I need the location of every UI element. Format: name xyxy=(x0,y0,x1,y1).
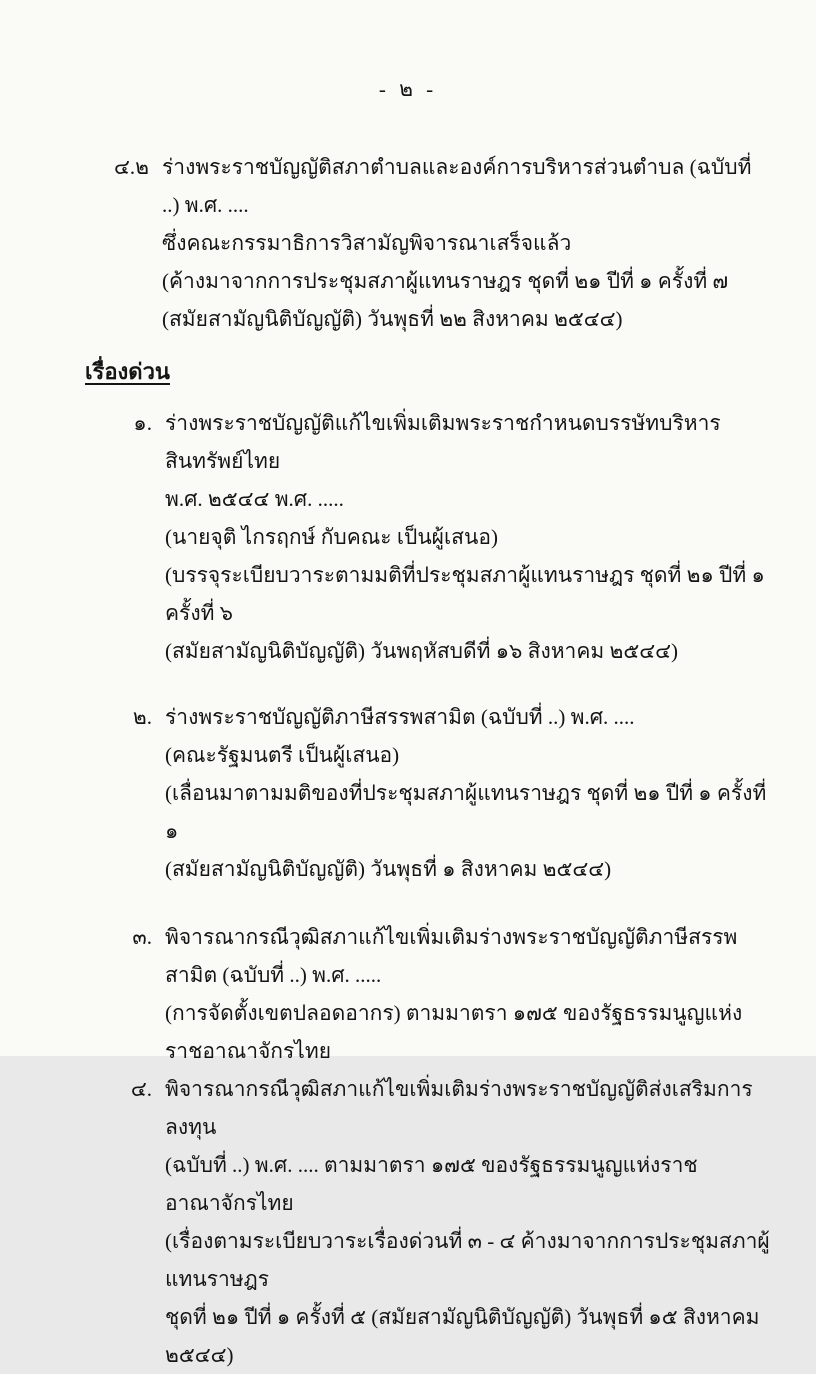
item-line: (สมัยสามัญนิติบัญญัติ) วันพฤหัสบดีที่ ๑๖ สิงหาคม ๒๕๔๔) xyxy=(165,639,678,663)
item-text: พิจารณากรณีวุฒิสภาแก้ไขเพิ่มเติมร่างพระราชบัญญัติภาษีสรรพสามิต (ฉบับที่ ..) พ.ศ. ..... xyxy=(165,925,738,987)
item-text: ร่างพระราชบัญญัติแก้ไขเพิ่มเติมพระราชกำหนดบรรษัทบริหารสินทรัพย์ไทย xyxy=(165,411,721,473)
item-number: ๑. xyxy=(133,411,152,435)
item-line: (นายจุติ ไกรฤกษ์ กับคณะ เป็นผู้เสนอ) xyxy=(165,525,498,549)
item-line: (เรื่องตามระเบียบวาระเรื่องด่วนที่ ๓ - ๔ ค้างมาจากการประชุมสภาผู้แทนราษฎร xyxy=(165,1229,770,1291)
item-line xyxy=(132,918,771,994)
item-line: (การจัดตั้งเขตปลอดอากร) ตามมาตรา ๑๗๕ ของรัฐธรรมนูญแห่งราชอาณาจักรไทย xyxy=(165,1001,743,1063)
urgent-item-2 xyxy=(132,698,771,888)
item-line xyxy=(133,404,771,480)
urgent-item-3 xyxy=(132,918,771,1070)
item-line: ชุดที่ ๒๑ ปีที่ ๑ ครั้งที่ ๕ (สมัยสามัญนิติบัญญัติ) วันพุธที่ ๑๕ สิงหาคม ๒๕๔๔) xyxy=(165,1305,760,1367)
item-line: (ค้างมาจากการประชุมสภาผู้แทนราษฎร ชุดที่ ๒๑ ปีที่ ๑ ครั้งที่ ๗ xyxy=(162,269,729,293)
item-text: ร่างพระราชบัญญัติภาษีสรรพสามิต (ฉบับที่ ..) พ.ศ. .... xyxy=(165,705,635,729)
urgent-item-1 xyxy=(133,404,771,670)
item-number: ๓. xyxy=(132,925,152,949)
item-number: ๔. xyxy=(130,1077,152,1101)
page-number: - ๒ - xyxy=(378,77,438,101)
item-line: ซึ่งคณะกรรมาธิการวิสามัญพิจารณาเสร็จแล้ว xyxy=(162,231,572,255)
item-line: (คณะรัฐมนตรี เป็นผู้เสนอ) xyxy=(165,743,400,767)
item-line: (บรรจุระเบียบวาระตามมติที่ประชุมสภาผู้แทนราษฎร ชุดที่ ๒๑ ปีที่ ๑ ครั้งที่ ๖ xyxy=(165,563,765,625)
section-heading-urgent-matters: เรื่องด่วน xyxy=(85,359,170,384)
carryover-item-4-2 xyxy=(114,148,761,338)
item-number: ๒. xyxy=(132,705,152,729)
item-text: ร่างพระราชบัญญัติสภาตำบลและองค์การบริหารส่วนตำบล (ฉบับที่ ..) พ.ศ. .... xyxy=(162,155,752,217)
item-text: พิจารณากรณีวุฒิสภาแก้ไขเพิ่มเติมร่างพระราชบัญญัติส่งเสริมการลงทุน xyxy=(165,1077,753,1139)
urgent-item-4 xyxy=(130,1070,771,1374)
item-line: (ฉบับที่ ..) พ.ศ. .... ตามมาตรา ๑๗๕ ของรัฐธรรมนูญแห่งราชอาณาจักรไทย xyxy=(165,1153,698,1215)
item-line: พ.ศ. ๒๕๔๔ พ.ศ. ..... xyxy=(165,487,344,511)
item-line xyxy=(114,148,761,224)
item-line: (สมัยสามัญนิติบัญญัติ) วันพุธที่ ๒๒ สิงหาคม ๒๕๔๔) xyxy=(162,307,623,331)
item-line: (เลื่อนมาตามมติของที่ประชุมสภาผู้แทนราษฎร ชุดที่ ๒๑ ปีที่ ๑ ครั้งที่ ๑ xyxy=(165,781,767,843)
item-line xyxy=(130,1070,771,1146)
item-line xyxy=(132,698,771,736)
item-line: (สมัยสามัญนิติบัญญัติ) วันพุธที่ ๑ สิงหาคม ๒๕๔๔) xyxy=(165,857,612,881)
item-number: ๔.๒ xyxy=(114,155,149,179)
